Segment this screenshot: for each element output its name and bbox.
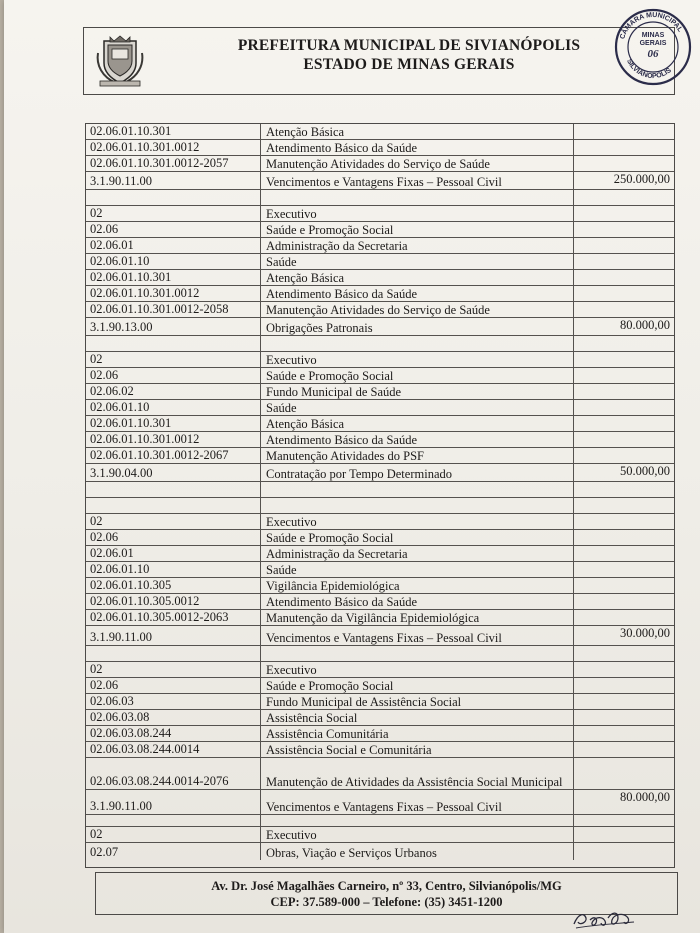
account-description <box>261 694 574 709</box>
account-description <box>261 594 574 609</box>
description-text: Saúde e Promoção Social <box>266 531 394 545</box>
description-text: Saúde <box>266 563 297 577</box>
account-code: 02 <box>86 514 261 529</box>
handwritten-signature <box>570 906 640 932</box>
table-row <box>86 815 674 827</box>
state-name: ESTADO DE MINAS GERAIS <box>303 56 515 73</box>
table-row <box>86 336 674 352</box>
description-text: Executivo <box>266 515 317 529</box>
account-code: 02.06.01 <box>86 238 261 253</box>
letterhead-title <box>164 36 654 74</box>
account-code: 02 <box>86 827 261 842</box>
amount <box>574 562 674 577</box>
description-text: Manutenção Atividades do PSF <box>266 449 424 463</box>
description-text: Vencimentos e Vantagens Fixas – Pessoal Civil <box>266 631 502 645</box>
amount: 50.000,00 <box>620 464 670 478</box>
description-text: Manutenção de Atividades da Assistência Social Municipal <box>266 775 563 789</box>
account-code: 02.06.01.10.301.0012 <box>86 140 261 155</box>
budget-table <box>85 123 675 868</box>
description-text: Saúde e Promoção Social <box>266 679 394 693</box>
table-row <box>86 384 674 400</box>
description-text: Assistência Social e Comunitária <box>266 743 432 757</box>
amount <box>574 742 674 757</box>
amount <box>574 222 674 237</box>
table-row <box>86 206 674 222</box>
amount <box>574 190 674 205</box>
account-description <box>261 678 574 693</box>
account-description <box>261 790 574 814</box>
amount: 80.000,00 <box>620 318 670 332</box>
amount <box>574 432 674 447</box>
account-description <box>261 140 574 155</box>
table-row <box>86 790 674 815</box>
description-text: Atendimento Básico da Saúde <box>266 433 418 447</box>
account-code: 02.06.01.10.305.0012 <box>86 594 261 609</box>
amount <box>574 384 674 399</box>
table-row <box>86 726 674 742</box>
account-code: 02.06.01.10.305 <box>86 578 261 593</box>
table-row <box>86 238 674 254</box>
account-code: 02.06.01.10.301 <box>86 270 261 285</box>
description-text: Atenção Básica <box>266 125 345 139</box>
table-row <box>86 172 674 190</box>
table-row <box>86 742 674 758</box>
account-description <box>261 172 574 189</box>
account-code: 02.06.03.08.244.0014 <box>86 742 261 757</box>
account-description <box>261 302 574 317</box>
amount <box>574 352 674 367</box>
account-description <box>261 578 574 593</box>
account-code: 02.06 <box>86 530 261 545</box>
account-code: 3.1.90.11.00 <box>86 626 261 645</box>
description-text: Atendimento Básico da Saúde <box>266 595 418 609</box>
account-code <box>86 646 261 661</box>
account-code <box>86 336 261 351</box>
table-row <box>86 562 674 578</box>
account-code: 02.07 <box>86 843 261 860</box>
account-description <box>261 238 574 253</box>
amount <box>574 286 674 301</box>
description-text: Manutenção Atividades do Serviço de Saúde <box>266 157 490 171</box>
municipality-name: PREFEITURA MUNICIPAL DE SIVIANÓPOLIS <box>237 37 581 54</box>
account-description <box>261 156 574 171</box>
account-code: 02.06.03.08 <box>86 710 261 725</box>
amount <box>574 302 674 317</box>
table-row <box>86 464 674 482</box>
table-row <box>86 368 674 384</box>
account-code: 02 <box>86 206 261 221</box>
description-text: Manutenção da Vigilância Epidemiológica <box>266 611 480 625</box>
table-row <box>86 482 674 498</box>
table-row <box>86 514 674 530</box>
account-description <box>261 464 574 481</box>
account-code: 02.06.01.10 <box>86 254 261 269</box>
amount <box>574 400 674 415</box>
table-row <box>86 578 674 594</box>
account-code: 3.1.90.04.00 <box>86 464 261 481</box>
amount <box>574 254 674 269</box>
amount <box>574 758 674 789</box>
account-description <box>261 448 574 463</box>
table-row <box>86 448 674 464</box>
description-text: Fundo Municipal de Assistência Social <box>266 695 462 709</box>
table-row <box>86 646 674 662</box>
table-row <box>86 694 674 710</box>
account-description <box>261 827 574 842</box>
table-row <box>86 140 674 156</box>
account-description <box>261 758 574 789</box>
account-code: 02.06.01.10.301.0012-2067 <box>86 448 261 463</box>
table-row <box>86 498 674 514</box>
account-description <box>261 626 574 645</box>
account-description <box>261 546 574 561</box>
account-description <box>261 662 574 677</box>
amount <box>574 678 674 693</box>
amount <box>574 336 674 351</box>
amount <box>574 270 674 285</box>
table-row <box>86 594 674 610</box>
description-text: Saúde <box>266 401 297 415</box>
account-description <box>261 710 574 725</box>
amount <box>574 815 674 826</box>
description-text: Executivo <box>266 353 317 367</box>
amount <box>574 662 674 677</box>
amount <box>574 140 674 155</box>
table-row <box>86 758 674 790</box>
table-row <box>86 318 674 336</box>
stamp-number: 06 <box>647 48 659 60</box>
stamp-top-text: CÂMARA MUNICIPAL <box>619 11 684 41</box>
account-description <box>261 336 574 351</box>
account-description <box>261 286 574 301</box>
table-row <box>86 352 674 368</box>
account-description <box>261 206 574 221</box>
table-row <box>86 626 674 646</box>
account-description <box>261 384 574 399</box>
amount <box>574 710 674 725</box>
account-code: 02.06.01.10.301.0012 <box>86 286 261 301</box>
account-description <box>261 726 574 741</box>
table-row <box>86 546 674 562</box>
table-row <box>86 302 674 318</box>
description-text: Assistência Comunitária <box>266 727 389 741</box>
description-text: Atendimento Básico da Saúde <box>266 287 418 301</box>
amount <box>574 726 674 741</box>
amount <box>574 694 674 709</box>
account-description <box>261 190 574 205</box>
table-row <box>86 432 674 448</box>
stamp-state: MINAS GERAIS <box>639 32 667 47</box>
description-text: Atenção Básica <box>266 417 345 431</box>
table-row <box>86 610 674 626</box>
description-text: Vencimentos e Vantagens Fixas – Pessoal Civil <box>266 800 502 814</box>
account-description <box>261 610 574 625</box>
amount <box>574 578 674 593</box>
table-row <box>86 254 674 270</box>
table-row <box>86 156 674 172</box>
amount: 250.000,00 <box>613 172 670 186</box>
account-code <box>86 498 261 513</box>
table-row <box>86 710 674 726</box>
table-row <box>86 678 674 694</box>
account-code: 02.06.01.10 <box>86 562 261 577</box>
account-description <box>261 352 574 367</box>
stamp-city: SILVIANÓPOLIS <box>625 58 673 81</box>
account-code: 02.06.01.10.305.0012-2063 <box>86 610 261 625</box>
amount <box>574 610 674 625</box>
account-description <box>261 646 574 661</box>
account-code: 02.06.01.10.301.0012-2057 <box>86 156 261 171</box>
account-code <box>86 190 261 205</box>
amount: 80.000,00 <box>620 790 670 804</box>
council-stamp <box>612 6 694 88</box>
table-row <box>86 286 674 302</box>
amount <box>574 124 674 139</box>
table-row <box>86 222 674 238</box>
account-code: 02.06.01.10.301 <box>86 124 261 139</box>
account-description <box>261 742 574 757</box>
description-text: Administração da Secretaria <box>266 239 408 253</box>
amount <box>574 238 674 253</box>
account-description <box>261 815 574 826</box>
table-row <box>86 124 674 140</box>
account-description <box>261 270 574 285</box>
description-text: Executivo <box>266 207 317 221</box>
amount <box>574 498 674 513</box>
account-code: 02.06.01.10.301 <box>86 416 261 431</box>
amount <box>574 827 674 842</box>
account-description <box>261 530 574 545</box>
amount <box>574 368 674 383</box>
account-description <box>261 124 574 139</box>
account-description <box>261 498 574 513</box>
description-text: Fundo Municipal de Saúde <box>266 385 402 399</box>
amount <box>574 646 674 661</box>
account-code: 02.06.02 <box>86 384 261 399</box>
account-code: 02.06.01 <box>86 546 261 561</box>
account-description <box>261 562 574 577</box>
amount <box>574 530 674 545</box>
account-code: 02.06 <box>86 222 261 237</box>
table-row <box>86 270 674 286</box>
account-description <box>261 254 574 269</box>
amount <box>574 156 674 171</box>
account-code: 02.06.01.10.301.0012 <box>86 432 261 447</box>
amount <box>574 514 674 529</box>
amount <box>574 448 674 463</box>
account-code: 02.06.03.08.244.0014-2076 <box>86 758 261 789</box>
account-description <box>261 482 574 497</box>
account-description <box>261 416 574 431</box>
account-description <box>261 514 574 529</box>
account-description <box>261 843 574 860</box>
description-text: Vigilância Epidemiológica <box>266 579 400 593</box>
account-code <box>86 482 261 497</box>
table-row <box>86 416 674 432</box>
description-text: Atenção Básica <box>266 271 345 285</box>
description-text: Contratação por Tempo Determinado <box>266 467 452 481</box>
description-text: Manutenção Atividades do Serviço de Saúde <box>266 303 490 317</box>
description-text: Executivo <box>266 663 317 677</box>
account-code: 02.06 <box>86 678 261 693</box>
description-text: Atendimento Básico da Saúde <box>266 141 418 155</box>
amount <box>574 546 674 561</box>
document-page <box>4 0 700 933</box>
account-code <box>86 815 261 826</box>
account-code: 02 <box>86 662 261 677</box>
amount <box>574 206 674 221</box>
amount <box>574 482 674 497</box>
account-code: 02.06.03.08.244 <box>86 726 261 741</box>
contact-line: CEP: 37.589-000 – Telefone: (35) 3451-1200 <box>270 895 503 909</box>
description-text: Assistência Social <box>266 711 358 725</box>
amount <box>574 594 674 609</box>
description-text: Obrigações Patronais <box>266 321 373 335</box>
account-description <box>261 368 574 383</box>
description-text: Saúde e Promoção Social <box>266 223 394 237</box>
table-row <box>86 400 674 416</box>
account-description <box>261 432 574 447</box>
account-code: 3.1.90.11.00 <box>86 172 261 189</box>
amount <box>574 416 674 431</box>
table-row <box>86 530 674 546</box>
table-row <box>86 662 674 678</box>
description-text: Saúde e Promoção Social <box>266 369 394 383</box>
account-code: 02.06 <box>86 368 261 383</box>
description-text: Obras, Viação e Serviços Urbanos <box>266 846 437 860</box>
table-row <box>86 190 674 206</box>
table-row <box>86 843 674 860</box>
account-code: 3.1.90.11.00 <box>86 790 261 814</box>
table-row <box>86 827 674 843</box>
account-description <box>261 400 574 415</box>
account-description <box>261 222 574 237</box>
description-text: Administração da Secretaria <box>266 547 408 561</box>
description-text: Vencimentos e Vantagens Fixas – Pessoal Civil <box>266 175 502 189</box>
address-line: Av. Dr. José Magalhães Carneiro, nº 33, Centro, Silvianópolis/MG <box>211 879 562 893</box>
account-code: 02.06.03 <box>86 694 261 709</box>
description-text: Saúde <box>266 255 297 269</box>
amount <box>574 843 674 860</box>
account-code: 3.1.90.13.00 <box>86 318 261 335</box>
account-code: 02.06.01.10.301.0012-2058 <box>86 302 261 317</box>
letterhead <box>83 27 675 95</box>
amount: 30.000,00 <box>620 626 670 640</box>
account-code: 02.06.01.10 <box>86 400 261 415</box>
description-text: Executivo <box>266 828 317 842</box>
coat-of-arms-icon <box>94 33 146 89</box>
account-description <box>261 318 574 335</box>
account-code: 02 <box>86 352 261 367</box>
